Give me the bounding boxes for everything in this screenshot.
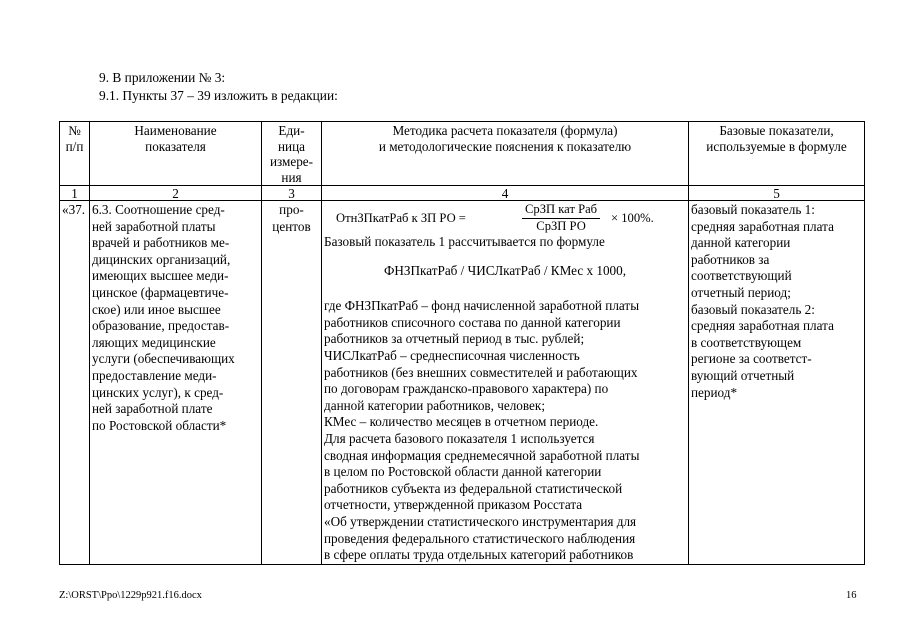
base-line: отчетный период; [691, 284, 791, 300]
base-line: базовый показатель 1: [691, 202, 815, 217]
formula-numerator: СрЗП кат Раб [522, 202, 600, 219]
name-line: по Ростовской области* [92, 417, 227, 433]
row-number: «37. [60, 201, 90, 565]
method-line: по договорам гражданско-правового характера) по [324, 381, 609, 397]
method-line: КМес – количество месяцев в отчетном периоде. [324, 414, 599, 430]
name-line: дицинских организаций, [92, 251, 231, 267]
method-line: работников (без внешних совместителей и работающих [324, 364, 638, 380]
base-line: регионе за соответст- [691, 351, 812, 367]
name-line: цинское (фармацевтиче- [92, 284, 229, 300]
unit-line: про- [279, 202, 304, 217]
base-line: соответствующий [691, 268, 792, 284]
method-intro: Базовый показатель 1 рассчитывается по формуле [324, 234, 605, 249]
base-line: базовый показатель 2: [691, 301, 815, 317]
method-line: работников субъекта из федеральной статистической [324, 480, 623, 496]
name-line: ней заработной платы [92, 218, 216, 234]
header-name: Наименование показателя [90, 122, 262, 186]
ratio-formula [324, 202, 686, 234]
base-line: работников за [691, 251, 770, 267]
method-line: отчетности, утвержденной приказом Росстата [324, 497, 583, 513]
name-line: имеющих высшее меди- [92, 268, 229, 284]
base-line: вующий отчетный [691, 367, 795, 383]
name-line: врачей и работников ме- [92, 235, 230, 251]
page-number: 16 [846, 590, 857, 601]
method-line: данной категории работников, человек; [324, 397, 545, 413]
col-num-2: 2 [90, 186, 262, 201]
base-line: средняя заработная плата [691, 218, 834, 234]
col-num-5: 5 [689, 186, 865, 201]
formula-rhs: × 100%. [611, 211, 654, 225]
method-line: «Об утверждении статистического инструментария для [324, 513, 637, 529]
col-num-3: 3 [262, 186, 322, 201]
formula-lhs: ОтнЗПкатРаб к ЗП РО = [336, 211, 466, 225]
base-line: период* [691, 384, 738, 400]
method-line: ЧИСЛкатРаб – среднесписочная численность [324, 347, 580, 363]
name-line: цинских услуг), к сред- [92, 384, 224, 400]
table-row [60, 201, 865, 565]
base-line: средняя заработная плата [691, 318, 834, 334]
method-line: в целом по Ростовской области данной категории [324, 464, 602, 480]
name-line: ское) или иное высшее [92, 301, 221, 317]
formula-denominator: СрЗП РО [536, 219, 586, 233]
header-method: Методика расчета показателя (формула) и методологические пояснения к показателю [322, 122, 689, 186]
column-number-row [60, 186, 865, 201]
name-line: образование, предостав- [92, 318, 230, 334]
name-line: ляющих медицинские [92, 334, 216, 350]
method-line: работников списочного состава по данной категории [324, 314, 621, 330]
base-line: данной категории [691, 235, 791, 251]
col-num-4: 4 [322, 186, 689, 201]
name-line: предоставление меди- [92, 367, 217, 383]
method-cell [322, 201, 689, 565]
unit-line: центов [272, 218, 311, 234]
base-indicators-cell [689, 201, 865, 565]
header-unit: Еди- ница измере- ния [262, 122, 322, 186]
header-base: Базовые показатели, используемые в формуле [689, 122, 865, 186]
base-line: в соответствующем [691, 334, 802, 350]
name-line: услуги (обеспечивающих [92, 351, 235, 367]
method-line: работников за отчетный период в тыс. рублей; [324, 331, 585, 347]
base-indicator-formula: ФНЗПкатРаб / ЧИСЛкатРаб / КМес х 1000, [383, 262, 627, 278]
name-line: 6.3. Соотношение сред- [92, 202, 225, 217]
method-line: в сфере оплаты труда отдельных категорий работников [324, 547, 634, 563]
method-line: где ФНЗПкатРаб – фонд начисленной заработной платы [324, 298, 640, 314]
formula-fraction [522, 202, 600, 234]
method-line: сводная информация среднемесячной заработной платы [324, 447, 640, 463]
footer-file-path: Z:\ORST\Ppo\1229p921.f16.docx [59, 590, 202, 601]
header-number: № п/п [60, 122, 90, 186]
intro-line-2: 9.1. Пункты 37 – 39 изложить в редакции: [99, 88, 338, 103]
unit-cell [262, 201, 322, 565]
col-num-1: 1 [60, 186, 90, 201]
method-line: проведения федерального статистического наблюдения [324, 530, 636, 546]
method-line: Для расчета базового показателя 1 используется [324, 430, 595, 446]
table-header-row [60, 122, 865, 186]
indicator-name-cell [90, 201, 262, 565]
name-line: ней заработной плате [92, 401, 213, 417]
indicators-table [59, 121, 865, 565]
intro-line-1: 9. В приложении № 3: [99, 70, 226, 85]
